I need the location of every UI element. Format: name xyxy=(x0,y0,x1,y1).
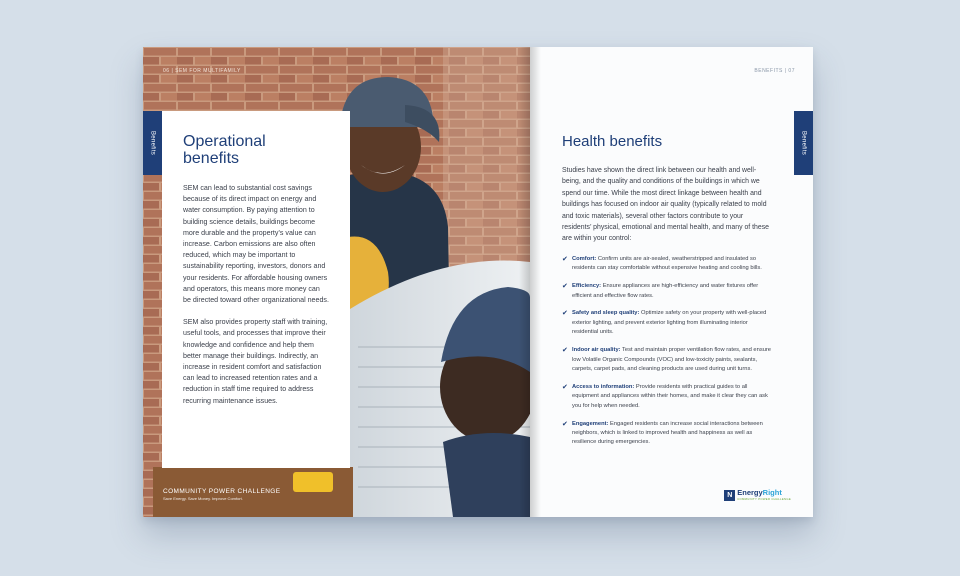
bullet-text: Engaged residents can increase social interactions between neighbors, which is linked to improved health and happiness as well as resilience during emergencies. xyxy=(572,420,763,446)
list-item xyxy=(562,420,774,448)
list-item xyxy=(562,346,774,374)
health-benefits-section xyxy=(562,133,774,456)
operational-heading: Operational benefits xyxy=(183,133,266,167)
brand-tagline: Save Energy. Save Money. Improve Comfort. xyxy=(163,496,243,501)
logo-name-right: Right xyxy=(762,488,782,497)
list-item xyxy=(562,282,774,301)
right-tab-label: Benefits xyxy=(800,130,807,156)
bullet-text: Provide residents with practical guides to all equipment and appliances within their homes, and make it clear they can ask you for help when needed. xyxy=(572,383,768,409)
list-item xyxy=(562,383,774,411)
brand-title: COMMUNITY POWER CHALLENGE xyxy=(163,488,281,495)
logo-mark-icon: N xyxy=(724,490,735,501)
health-benefit-list xyxy=(562,255,774,448)
energyright-logo xyxy=(724,489,791,501)
bullet-text: Optimize safety on your property with well-placed exterior lighting, and prevent exterior lighting from illuminating interior residential units. xyxy=(572,310,767,336)
check-icon: ✔ xyxy=(562,420,568,428)
logo-name-energy: Energy xyxy=(737,488,763,497)
bullet-title: Indoor air quality: xyxy=(572,347,621,354)
right-section-tab xyxy=(794,111,813,175)
bullet-title: Safety and sleep quality: xyxy=(572,310,640,317)
left-tab-label: Benefits xyxy=(149,130,156,156)
logo-subtitle: COMMUNITY POWER CHALLENGE xyxy=(737,497,791,501)
logo-name xyxy=(737,489,791,497)
left-folio: 06 | SEM FOR MULTIFAMILY xyxy=(163,68,241,74)
check-icon: ✔ xyxy=(562,283,568,291)
bullet-text: Test and maintain proper ventilation flow rates, and ensure low Volatile Organic Compounds (VOC) and low-toxicity paints, sealants, carpets, carpet pads, and cleaning products are used during unit turns. xyxy=(572,347,772,372)
check-icon: ✔ xyxy=(562,383,568,391)
check-icon: ✔ xyxy=(562,255,568,263)
list-item xyxy=(562,255,774,274)
bullet-title: Access to information: xyxy=(572,383,635,390)
operational-paragraph-2: SEM also provides property staff with training, useful tools, and processes that improve their knowledge and confidence and help them better manage their buildings. Indirectly, an increase in resident comfort and satisfaction can lead to increased retention rates and a reduction in staff time required to address recurring maintenance issues. xyxy=(183,318,328,405)
left-section-tab xyxy=(143,111,162,175)
operational-benefits-card xyxy=(162,111,350,468)
operational-paragraph-1: SEM can lead to substantial cost savings because of its direct impact on energy and water consumption. By paying attention to building science details, buildings become more durable and the property’s value can increase. Carbon emissions are also often reduced, which may be important to sustainability reporting, investors, donors and your residents. For affordable housing owners and operators, this means more money can be directed toward other organizational needs. xyxy=(183,184,329,305)
left-page xyxy=(143,47,530,517)
right-page xyxy=(530,47,813,517)
brochure-spread xyxy=(143,47,813,517)
bullet-text: Ensure appliances are high-efficiency and water fixtures offer efficient and effective flow rates. xyxy=(572,283,759,299)
check-icon: ✔ xyxy=(562,310,568,318)
list-item xyxy=(562,309,774,337)
health-heading: Health benefits xyxy=(562,133,663,150)
bullet-title: Engagement: xyxy=(572,420,609,427)
bullet-text: Confirm units are air-sealed, weatherstripped and insulated so residents can stay comfortable without expensive heating and cooling bills. xyxy=(572,255,762,272)
bullet-title: Comfort: xyxy=(572,255,597,262)
health-intro: Studies have shown the direct link between our health and well-being, and the quality and conditions of the buildings in which we spend our time. While the most direct linkage between health and buildings has focused on indoor air quality (typically related to mold and toxic materials), several other factors contribute to your residents’ physical, emotional and mental health, and many of these are within your control: xyxy=(562,167,769,243)
community-power-challenge-brand xyxy=(163,488,281,501)
bullet-title: Efficiency: xyxy=(572,283,602,290)
check-icon: ✔ xyxy=(562,347,568,355)
right-folio: BENEFITS | 07 xyxy=(754,68,795,74)
